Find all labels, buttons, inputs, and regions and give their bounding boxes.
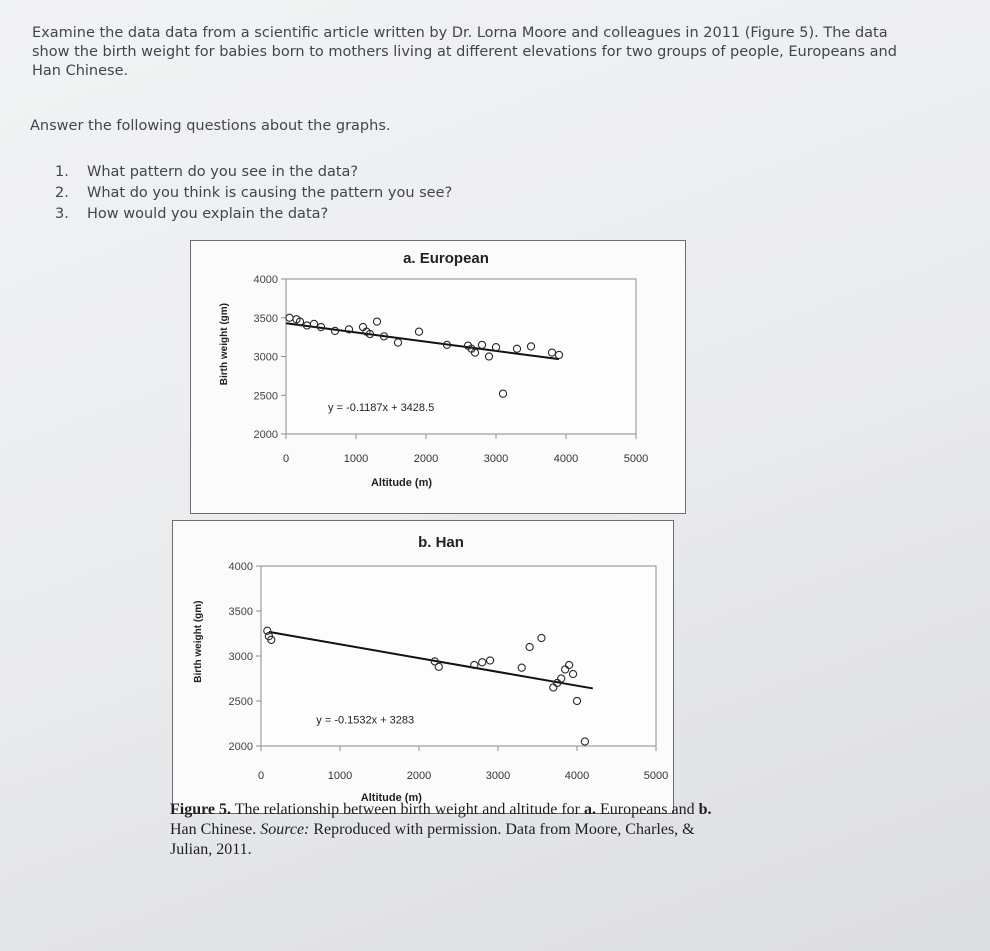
x-tick-label: 2000 xyxy=(413,453,439,465)
question-item xyxy=(55,183,452,204)
y-tick-label: 2500 xyxy=(228,696,253,708)
x-tick-label: 1000 xyxy=(327,770,353,782)
x-axis-label: Altitude (m) xyxy=(370,477,433,489)
chart-title: a. European xyxy=(403,250,489,267)
question-list xyxy=(55,162,452,225)
y-tick-label: 4000 xyxy=(228,561,253,573)
y-tick-label: 4000 xyxy=(253,274,278,286)
y-tick-label: 2000 xyxy=(228,741,253,753)
x-tick-label: 3000 xyxy=(485,770,511,782)
y-tick-label: 3500 xyxy=(228,606,253,618)
european-scatter-chart xyxy=(191,241,685,513)
question-item xyxy=(55,162,452,183)
x-tick-label: 4000 xyxy=(553,453,579,465)
caption-source-text: Reproduced with permission. Data from Moore, Charles, & Julian, 2011. xyxy=(170,821,695,858)
x-tick-label: 0 xyxy=(282,453,290,465)
question-number: 3. xyxy=(55,206,69,222)
caption-label: Figure 5. xyxy=(170,801,232,818)
caption-a-text: Europeans and xyxy=(599,801,695,818)
caption-source-label: Source: xyxy=(260,821,310,838)
x-axis-label: Altitude (m) xyxy=(360,792,422,804)
intro-paragraph: Examine the data data from a scientific article written by Dr. Lorna Moore and colleagues in 2011 (Figure 5). The data show the birth weight for babies born to mothers living at different elevations for two groups of people, Europeans and Han Chinese. xyxy=(32,25,897,79)
x-tick-label: 2000 xyxy=(406,770,432,782)
chart-title: b. Han xyxy=(418,534,464,551)
y-axis-label: Birth weight (gm) xyxy=(193,600,204,683)
x-tick-label: 5000 xyxy=(623,453,649,465)
question-text: How would you explain the data? xyxy=(87,206,329,222)
y-tick-label: 2000 xyxy=(253,429,278,441)
question-number: 1. xyxy=(55,164,69,180)
caption-b-text: Han Chinese. xyxy=(170,821,257,838)
question-item xyxy=(55,204,452,225)
caption-b-label: b. xyxy=(698,801,712,818)
y-tick-label: 3500 xyxy=(253,312,278,325)
question-number: 2. xyxy=(55,185,69,201)
x-tick-label: 5000 xyxy=(643,770,669,782)
caption-a-label: a. xyxy=(583,801,596,818)
y-axis-label: Birth weight (gm) xyxy=(219,302,230,386)
figure-han xyxy=(172,520,674,814)
trendline-equation: y = -0.1532x + 3283 xyxy=(316,714,415,727)
figure-european xyxy=(190,240,686,514)
x-tick-label: 0 xyxy=(257,770,265,782)
han-scatter-chart xyxy=(173,521,673,813)
trendline-equation: y = -0.1187x + 3428.5 xyxy=(328,401,435,414)
instruction-text: Answer the following questions about the graphs. xyxy=(30,118,391,134)
x-tick-label: 1000 xyxy=(343,453,369,465)
question-text: What pattern do you see in the data? xyxy=(87,164,359,180)
y-tick-label: 3000 xyxy=(228,651,253,663)
question-text: What do you think is causing the pattern you see? xyxy=(87,185,453,201)
y-tick-label: 3000 xyxy=(253,351,278,364)
caption-text: The relationship between birth weight and altitude for xyxy=(234,801,580,818)
x-tick-label: 3000 xyxy=(483,453,509,465)
y-tick-label: 2500 xyxy=(253,390,278,403)
x-tick-label: 4000 xyxy=(564,770,590,782)
figure-caption xyxy=(170,800,730,860)
